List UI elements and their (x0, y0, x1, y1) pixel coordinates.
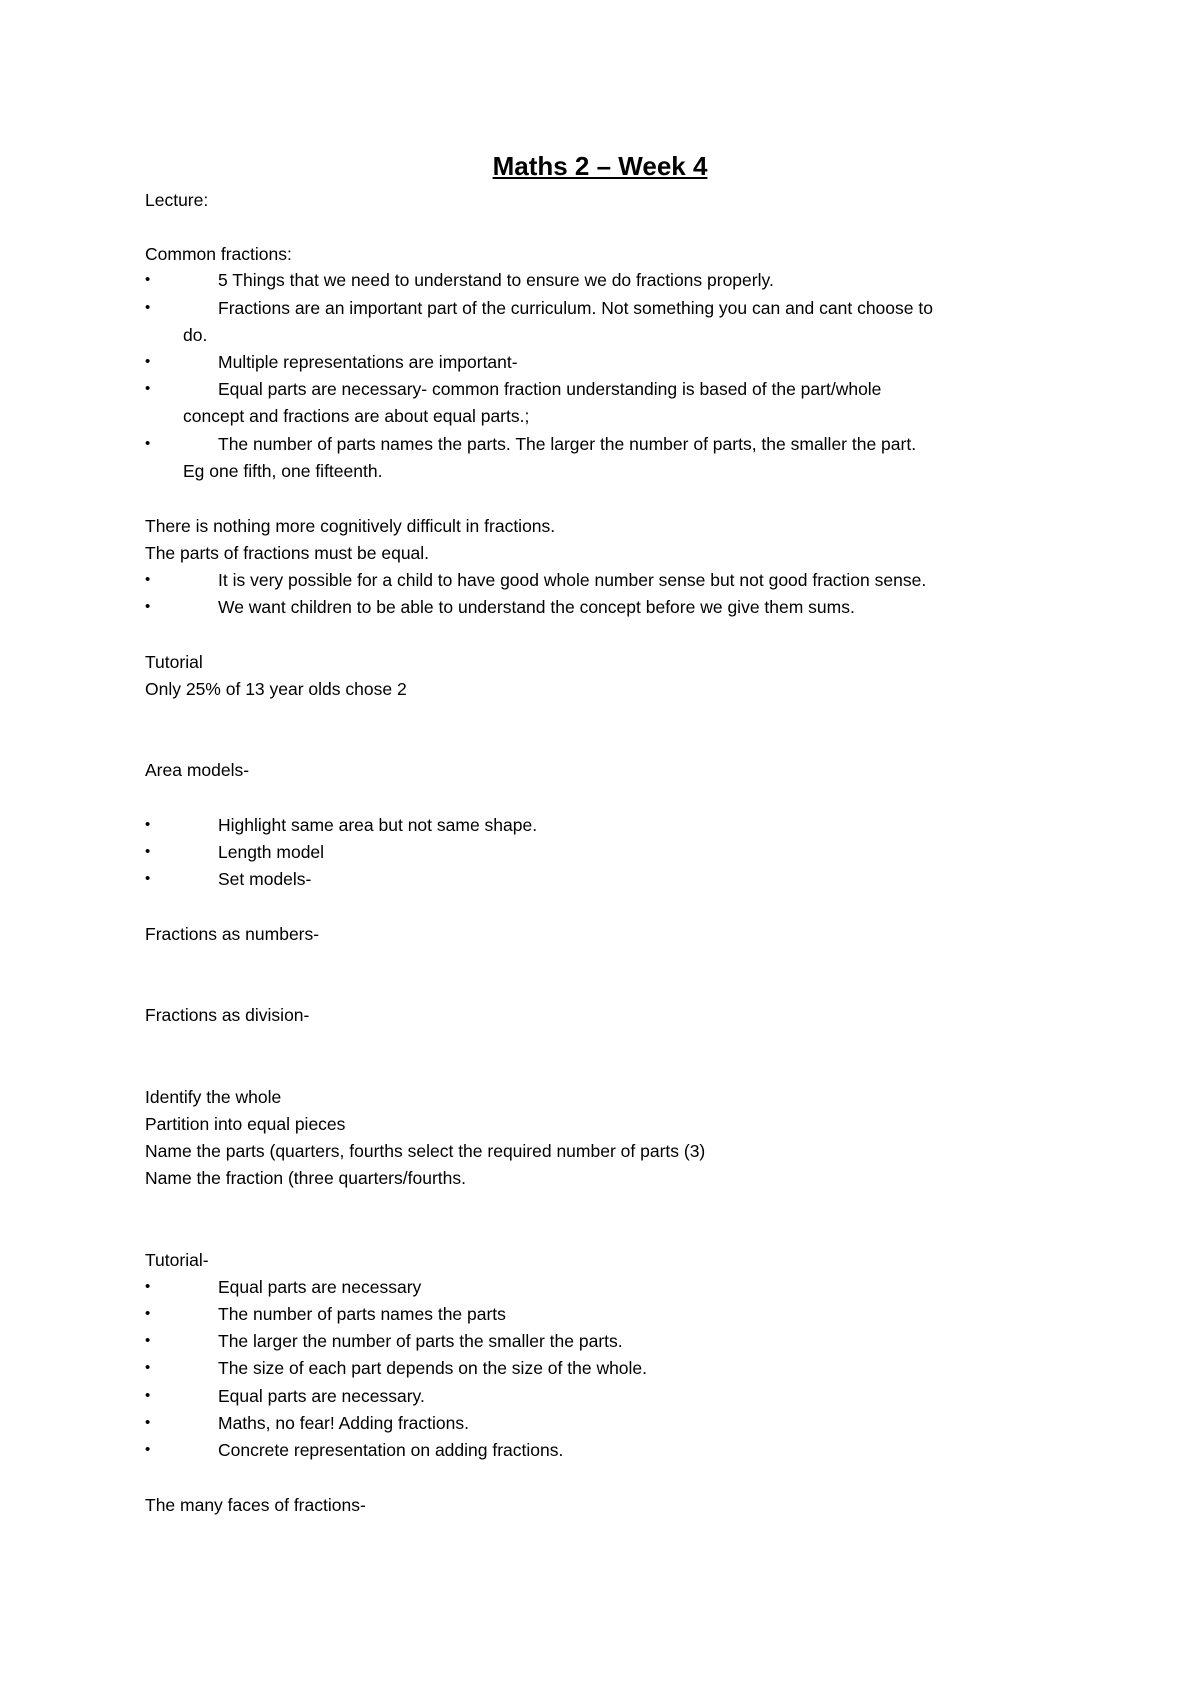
bullet-icon: • (145, 380, 151, 397)
bullet-icon: • (145, 1305, 151, 1322)
list-item-text: Set models- (218, 869, 312, 889)
bullet-icon: • (145, 571, 151, 588)
lecture-label: Lecture: (145, 190, 209, 210)
bullet-icon: • (145, 598, 151, 615)
paragraph: Only 25% of 13 year olds chose 2 (145, 679, 407, 699)
paragraph: Name the fraction (three quarters/fourths. (145, 1168, 466, 1188)
bullet-icon: • (145, 1414, 151, 1431)
tutorial-label: Tutorial (145, 652, 203, 672)
paragraph: The many faces of fractions- (145, 1495, 366, 1515)
list-item-text: Multiple representations are important- (218, 352, 518, 372)
list-item-text: Equal parts are necessary- common fraction understanding is based of the part/whole (218, 379, 882, 399)
list-item-text: Highlight same area but not same shape. (218, 815, 538, 835)
list-item-text: Concrete representation on adding fractions. (218, 1440, 564, 1460)
list-item-continuation: Eg one fifth, one fifteenth. (183, 461, 383, 481)
list-item-text: We want children to be able to understand the concept before we give them sums. (218, 597, 855, 617)
bullet-icon: • (145, 1359, 151, 1376)
tutorial-label: Tutorial- (145, 1250, 209, 1270)
list-item-text: 5 Things that we need to understand to ensure we do fractions properly. (218, 270, 774, 290)
list-item-text: Equal parts are necessary (218, 1277, 422, 1297)
list-item-text: The size of each part depends on the size of the whole. (218, 1358, 648, 1378)
list-item-text: Fractions are an important part of the curriculum. Not something you can and cant choose to (218, 298, 933, 318)
list-item-text: Maths, no fear! Adding fractions. (218, 1413, 469, 1433)
list-item-text: It is very possible for a child to have good whole number sense but not good fraction sense. (218, 570, 927, 590)
bullet-icon: • (145, 1441, 151, 1458)
bullet-icon: • (145, 1278, 151, 1295)
bullet-icon: • (145, 299, 151, 316)
page-title: Maths 2 – Week 4 (492, 151, 708, 181)
bullet-icon: • (145, 1332, 151, 1349)
paragraph: Fractions as division- (145, 1005, 310, 1025)
list-item-text: The larger the number of parts the smaller the parts. (218, 1331, 623, 1351)
paragraph: There is nothing more cognitively difficult in fractions. (145, 516, 556, 536)
bullet-icon: • (145, 353, 151, 370)
bullet-icon: • (145, 816, 151, 833)
paragraph: Name the parts (quarters, fourths select the required number of parts (3) (145, 1141, 706, 1161)
bullet-icon: • (145, 1387, 151, 1404)
bullet-icon: • (145, 843, 151, 860)
area-models-heading: Area models- (145, 760, 250, 780)
list-item-text: The number of parts names the parts (218, 1304, 506, 1324)
list-item-text: Equal parts are necessary. (218, 1386, 425, 1406)
list-item-text: The number of parts names the parts. The larger the number of parts, the smaller the part. (218, 434, 917, 454)
list-item-continuation: do. (183, 325, 208, 345)
paragraph: Fractions as numbers- (145, 924, 320, 944)
bullet-icon: • (145, 435, 151, 452)
paragraph: Identify the whole (145, 1087, 282, 1107)
bullet-icon: • (145, 870, 151, 887)
common-fractions-heading: Common fractions: (145, 244, 292, 264)
paragraph: The parts of fractions must be equal. (145, 543, 430, 563)
list-item-continuation: concept and fractions are about equal parts.; (183, 406, 530, 426)
list-item-text: Length model (218, 842, 325, 862)
paragraph: Partition into equal pieces (145, 1114, 346, 1134)
bullet-icon: • (145, 271, 151, 288)
